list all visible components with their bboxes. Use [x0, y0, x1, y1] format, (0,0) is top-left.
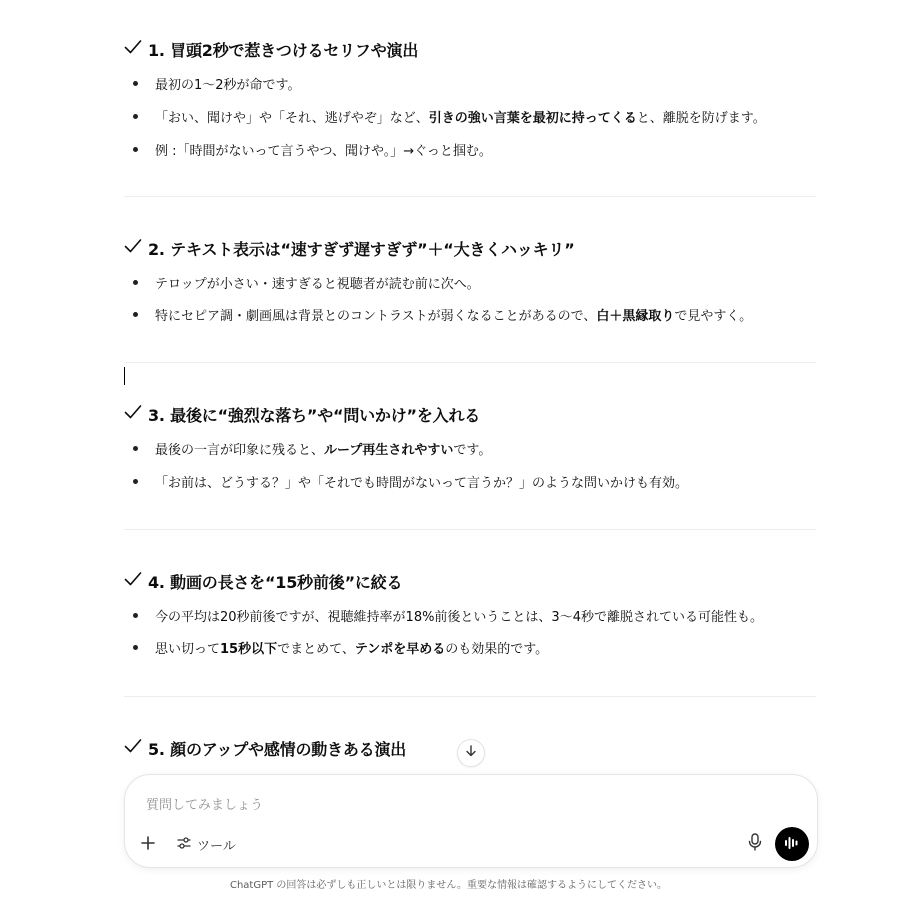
list-item-text	[155, 107, 766, 126]
section-heading	[124, 570, 402, 593]
section-heading-text: 3. 最後に“強烈な落ち”や“問いかけ”を入れる	[148, 406, 481, 425]
text-span: 特にセピア調・劇画風は背景とのコントラストが弱くなることがあるので、	[155, 309, 597, 324]
add-attachment-button[interactable]	[141, 833, 155, 853]
list-item	[133, 107, 766, 126]
list-item	[133, 273, 480, 292]
bullet-dot	[133, 446, 138, 451]
bullet-dot	[133, 147, 138, 152]
sliders-icon	[177, 836, 191, 854]
prompt-input[interactable]: 質問してみましょう	[146, 798, 264, 813]
list-item-text	[155, 472, 688, 491]
section-divider	[124, 529, 816, 530]
check-icon	[124, 238, 144, 259]
list-item	[133, 439, 491, 458]
tools-button[interactable]	[177, 835, 236, 854]
bullet-dot	[133, 114, 138, 119]
list-item	[133, 305, 752, 324]
text-span: 「お前は、どうする？」や「それでも時間がないって言うか？」のような問いかけも有効。	[155, 476, 689, 491]
bullet-dot	[133, 280, 138, 285]
list-item	[133, 74, 301, 93]
list-item-text	[155, 439, 491, 458]
text-span: で見やすく。	[674, 309, 753, 324]
text-span: 最初の1〜2秒が命です。	[155, 78, 301, 93]
section-divider	[124, 362, 816, 363]
list-item-text	[155, 638, 548, 657]
check-icon	[124, 39, 144, 60]
text-span: 今の平均は20秒前後ですが、視聴維持率が18%前後ということは、3〜4秒で離脱されている可能性も。	[155, 610, 763, 625]
plus-icon	[141, 831, 155, 855]
list-item-text	[155, 273, 480, 292]
bold-text: 引きの強い言葉を最初に持ってくる	[428, 111, 637, 126]
bullet-dot	[133, 312, 138, 317]
check-icon	[124, 571, 144, 592]
list-item	[133, 638, 548, 657]
list-item	[133, 472, 688, 491]
voice-mode-icon	[784, 835, 800, 854]
text-span: でまとめて、	[277, 642, 355, 657]
bold-text: ループ再生されやすい	[324, 443, 454, 458]
bullet-dot	[133, 81, 138, 86]
bold-text: 白＋黒縁取り	[596, 309, 675, 324]
tools-label: ツール	[197, 839, 236, 854]
text-span: 最後の一言が印象に残ると、	[155, 443, 325, 458]
section-heading	[124, 38, 418, 61]
text-cursor	[124, 367, 125, 385]
check-icon	[124, 738, 144, 759]
list-item	[133, 606, 763, 625]
section-heading	[124, 237, 575, 260]
dictate-button[interactable]	[745, 833, 765, 855]
section-divider	[124, 196, 816, 197]
bullet-dot	[133, 613, 138, 618]
bullet-dot	[133, 645, 138, 650]
message-composer	[124, 774, 818, 868]
text-span: テロップが小さい・速すぎると視聴者が読む前に次へ。	[155, 277, 480, 292]
section-heading-text: 1. 冒頭2秒で惹きつけるセリフや演出	[148, 41, 419, 60]
text-span: 「おい、聞けや」や「それ、逃げやぞ」など、	[155, 111, 429, 126]
list-item-text	[155, 305, 752, 324]
text-span: です。	[453, 443, 492, 458]
bullet-dot	[133, 479, 138, 484]
bold-text: テンポを早める	[354, 642, 446, 657]
list-item-text	[155, 74, 301, 93]
disclaimer-note: ChatGPT の回答は必ずしも正しいとは限りません。重要な情報は確認するようにしてください。	[229, 880, 668, 891]
section-heading-text: 2. テキスト表示は“速すぎず遅すぎず”＋“大きくハッキリ”	[148, 240, 575, 259]
list-item-text	[155, 606, 763, 625]
list-item-text	[155, 140, 492, 159]
microphone-icon	[748, 833, 762, 855]
section-heading-text: 5. 顔のアップや感情の動きある演出	[148, 740, 407, 759]
section-heading	[124, 737, 406, 760]
text-span: のも効果的です。	[445, 642, 549, 657]
scroll-to-bottom-button[interactable]	[457, 739, 485, 767]
text-span: 例 :「時間がないって言うやつ、聞けや。」→ぐっと掴む。	[155, 144, 492, 159]
section-heading	[124, 403, 480, 426]
bold-text: 15秒以下	[220, 642, 278, 657]
section-heading-text: 4. 動画の長さを“15秒前後”に絞る	[148, 573, 403, 592]
text-span: 思い切って	[155, 642, 221, 657]
list-item	[133, 140, 492, 159]
section-divider	[124, 696, 816, 697]
voice-mode-button[interactable]	[775, 827, 809, 861]
arrow-down-icon	[465, 745, 477, 761]
check-icon	[124, 404, 144, 425]
text-span: と、離脱を防げます。	[636, 111, 766, 126]
